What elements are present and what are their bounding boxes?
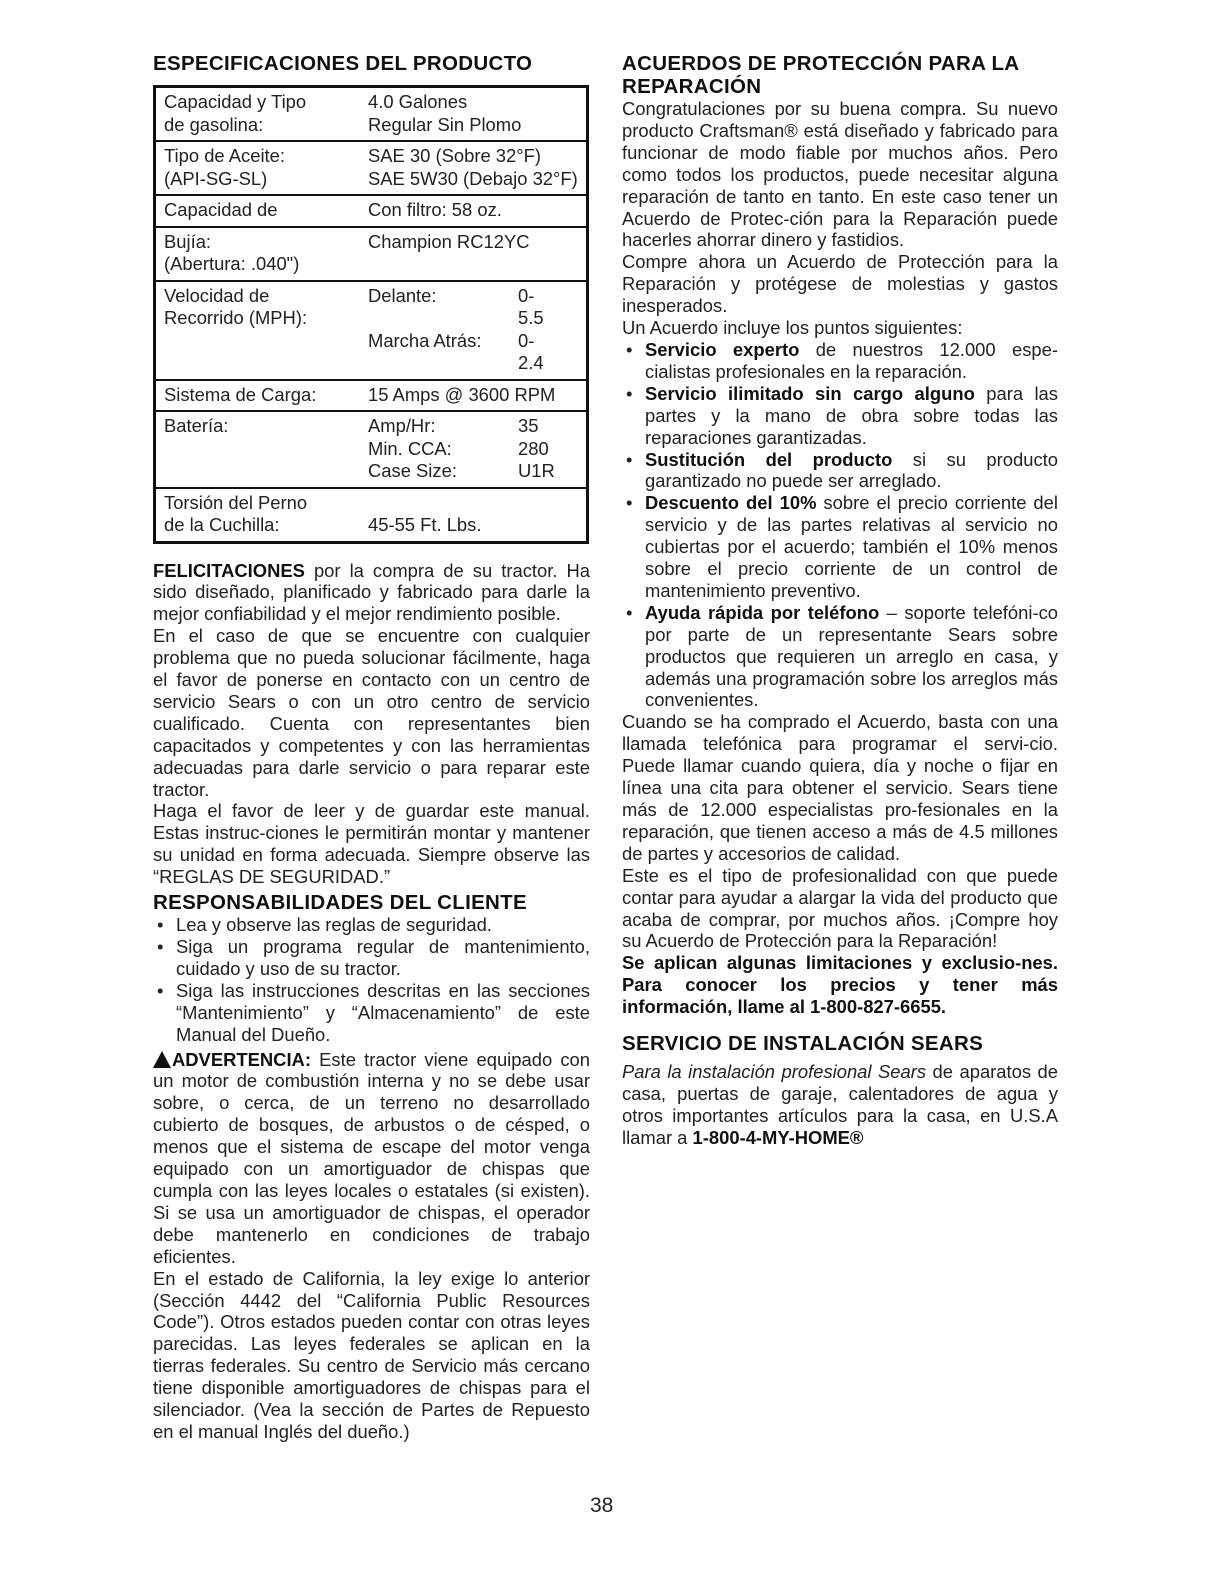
- text-run: sobre el precio corriente del servicio y de las partes relativas al servicio no cubiertas por el acuerdo; también el 10% menos sobre el precio corriente de un control de mantenimiento preventivo.: [645, 492, 1058, 601]
- paragraph: [622, 98, 1058, 251]
- spec-row: [155, 227, 588, 281]
- list-item: [622, 339, 1058, 383]
- text-run: Este es el tipo de profesionalidad con que puede contar para ayudar a alargar la vida del producto que acaba de comprar, por muchos años. ¡Compre hoy su Acuerdo de Protección para la Reparación!: [622, 864, 1058, 952]
- page-number: 38: [590, 1494, 614, 1517]
- paragraph: [622, 317, 1058, 339]
- spec-value: 4.0 Galones Regular Sin Plomo: [368, 91, 522, 135]
- spec-row: [155, 411, 588, 488]
- intro-section: [153, 560, 590, 889]
- installation-text: [622, 1061, 1058, 1149]
- bold-text: Descuento del 10%: [645, 492, 817, 514]
- california-paragraph: En el estado de California, la ley exige lo anterior (Sección 4442 del “California Public Resources Code”). Otros estados pueden contar con otras leyes parecidas. Las leyes federales se aplican en la tierras federales. Su centro de Servicio más cercano tiene disponible amortiguadores de chispas para el silenciador. (Vea la sección de Partes de Repuesto en el manual Inglés del dueño.): [153, 1267, 590, 1442]
- right-column: [622, 52, 1058, 1149]
- warning-label: ADVERTENCIA:: [172, 1048, 311, 1070]
- list-item: [153, 936, 590, 980]
- spec-row: [155, 488, 588, 543]
- paragraph: [622, 952, 1058, 1018]
- warning-text: Este tractor viene equipado con un motor de combustión interna y no se debe usar sobre, o cerca, de un terreno no desarrollado cubierto de bosques, de arbustos o de césped, o menos que el sistema de escape del motor venga equipado con un amortiguador de chispas que cumpla con las leyes locales o estatales (si existen). Si se usa un amortiguador de chispas, el operador debe mantenerlo en condiciones de trabajo eficientes.: [153, 1048, 590, 1267]
- installation-heading: SERVICIO DE INSTALACIÓN SEARS: [622, 1032, 984, 1056]
- spec-value: Champion RC12YC: [368, 230, 530, 252]
- repair-agreement-intro: [622, 98, 1058, 339]
- list-item: [153, 980, 590, 1046]
- spec-row: [155, 380, 588, 412]
- text-run: de nuestros 12.000 espe-cialistas profesionales en la reparación.: [645, 338, 1058, 382]
- paragraph: [622, 865, 1058, 953]
- specs-table: [153, 85, 589, 544]
- bold-text: 1-800-4-MY-HOME®: [692, 1126, 864, 1148]
- spec-label: Velocidad de Recorrido (MPH):: [164, 284, 308, 328]
- text-run: si su producto garantizado no puede ser arreglado.: [645, 448, 1058, 492]
- spec-value: Delante: 0-5.5 Marcha Atrás: 0-2.4: [368, 284, 544, 373]
- agreement-benefits-list: [622, 339, 1058, 711]
- text-run: por la compra de su tractor. Ha sido diseñado, planificado y fabricado para darle la mejor confiabilidad y el mejor rendimiento posible.: [153, 559, 590, 625]
- paragraph: [153, 800, 590, 888]
- text-run: Congratulaciones por su buena compra. Su nuevo producto Craftsman® está diseñado y fabricado para funcionar de modo fiable por muchos años. Pero como todos los productos, puede necesitar alguna reparación de tanto en tanto. En este caso tener un Acuerdo de Protec-ción para la Reparación puede hacerles ahorrar dinero y fastidios.: [622, 98, 1058, 251]
- text-run: Haga el favor de leer y de guardar este manual. Estas instruc-ciones le permitirán montar y mantener su unidad en forma adecuada. Siempre observe las “REGLAS DE SEGURIDAD.”: [153, 800, 590, 888]
- text-run: de aparatos de casa, puertas de garaje, calentadores de agua y otros importantes artículos para la casa, en U.S.A llamar a: [622, 1061, 1059, 1148]
- specs-heading: ESPECIFICACIONES DEL PRODUCTO: [153, 52, 533, 75]
- spec-value: Amp/Hr: 35 Min. CCA: 280 Case Size: U1R: [368, 415, 555, 481]
- spec-label: Capacidad de: [164, 199, 278, 220]
- bold-text: Servicio ilimitado sin cargo alguno: [645, 382, 975, 404]
- warning-triangle-icon: [153, 1051, 171, 1068]
- list-item: [622, 602, 1058, 712]
- responsibilities-heading: RESPONSABILIDADES DEL CLIENTE: [153, 891, 527, 915]
- paragraph: [153, 625, 590, 800]
- repair-agreement-heading: ACUERDOS DE PROTECCIÓN PARA LA REPARACIÓN: [622, 52, 1019, 98]
- spec-label: Torsión del Perno de la Cuchilla:: [164, 491, 308, 535]
- warning-paragraph: [153, 1049, 590, 1268]
- text-run: Un Acuerdo incluye los puntos siguientes:: [622, 317, 963, 339]
- spec-label: Sistema de Carga:: [164, 383, 317, 405]
- bold-text: Se aplican algunas limitaciones y exclusio-nes. Para conocer los precios y tener más información, llame al 1-800-827-6655.: [622, 952, 1058, 1018]
- spec-label: Batería:: [164, 415, 229, 436]
- spec-label: Bujía: (Abertura: .040"): [164, 230, 300, 274]
- spec-row: [155, 87, 588, 142]
- spec-label: Tipo de Aceite: (API-SG-SL): [164, 145, 285, 189]
- text-run: Compre ahora un Acuerdo de Protección para la Reparación y protégese de molestias y gastos inesperados.: [622, 251, 1058, 317]
- text-run: para las partes y la mano de obra sobre todas las reparaciones garantizadas.: [645, 382, 1058, 448]
- text-run: – soporte telefóni-co por parte de un representante Sears sobre productos que requieren un arreglo en casa, y además una programación sobre los arreglos más convenientes.: [645, 601, 1058, 711]
- spec-row: [155, 141, 588, 195]
- spec-value: SAE 30 (Sobre 32°F) SAE 5W30 (Debajo 32°F): [368, 145, 578, 189]
- list-item: [622, 449, 1058, 493]
- bold-text: FELICITACIONES: [153, 559, 305, 581]
- spec-row: [155, 195, 588, 227]
- text-run: Cuando se ha comprado el Acuerdo, basta con una llamada telefónica para programar el servi-cio. Puede llamar cuando quiera, día y noche o fijar en línea una cita para obtener el servicio. Sears tiene más de 12.000 especialistas pro-fesionales en la reparación, que tienen acceso a más de 4.5 millones de partes y accesorios de calidad.: [622, 711, 1058, 864]
- paragraph: [622, 251, 1058, 317]
- spec-value: 45-55 Ft. Lbs.: [368, 514, 482, 535]
- bold-text: Ayuda rápida por teléfono: [645, 601, 880, 623]
- paragraph: [622, 711, 1058, 864]
- list-item: [622, 383, 1058, 449]
- paragraph: [622, 1061, 1058, 1149]
- spec-label: Capacidad y Tipo de gasolina:: [164, 91, 307, 135]
- text-run: Para la instalación profesional Sears: [622, 1061, 927, 1083]
- spec-row: [155, 281, 588, 380]
- text-run: Lea y observe las reglas de seguridad.: [176, 914, 492, 936]
- bold-text: Sustitución del producto: [645, 448, 893, 470]
- list-item: [622, 492, 1058, 602]
- spec-value: 15 Amps @ 3600 RPM: [368, 383, 556, 405]
- paragraph: [153, 560, 590, 626]
- spec-value: Con filtro: 58 oz.: [368, 199, 502, 220]
- responsibilities-list: [153, 914, 590, 1045]
- text-run: En el caso de que se encuentre con cualquier problema que no pueda solucionar fácilmente, haga el favor de ponerse en contacto con un centro de servicio Sears o con un otro centro de servicio cualificado. Cuenta con representantes bien capacitados y competentes y con las herramientas adecuadas para darle servicio o para reparar este tractor.: [153, 625, 590, 800]
- text-run: Siga las instrucciones descritas en las secciones “Mantenimiento” y “Almacenamiento” de este Manual del Dueño.: [176, 979, 590, 1045]
- list-item: [153, 914, 590, 936]
- text-run: Siga un programa regular de mantenimiento, cuidado y uso de su tractor.: [176, 936, 590, 979]
- repair-agreement-details: [622, 711, 1058, 1018]
- left-column: [153, 52, 590, 1443]
- bold-text: Servicio experto: [645, 338, 800, 360]
